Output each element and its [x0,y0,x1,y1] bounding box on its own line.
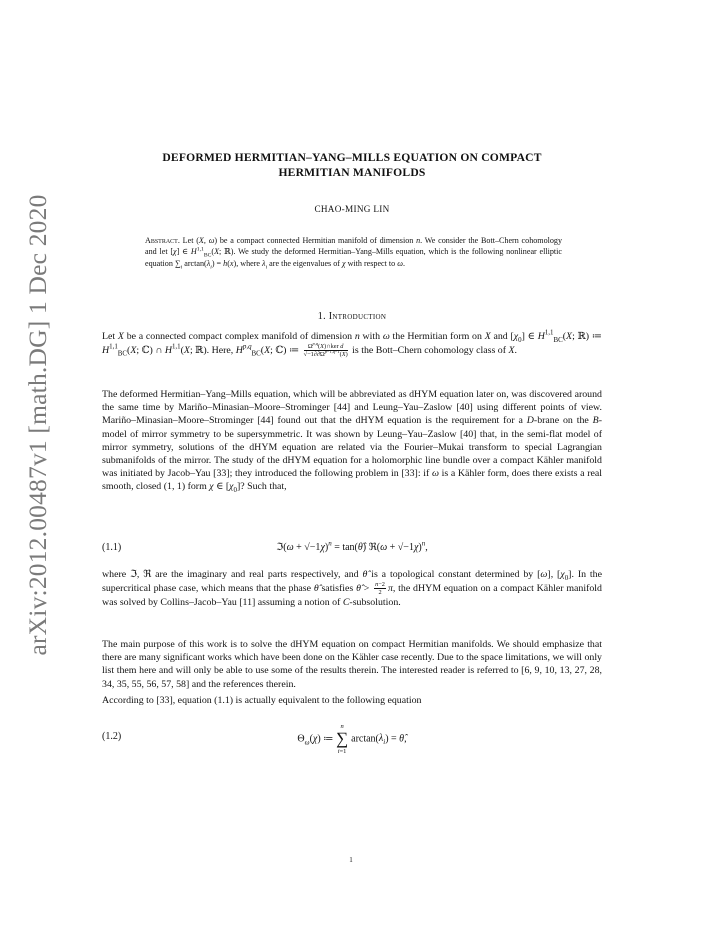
equation-1-2-body: $\Theta_\omega(\chi)$ ≔ n ∑ i=1 $\arctan(\lambda_i)$ = θ̂, [297,723,407,755]
section-title: Introduction [328,311,387,322]
intro-paragraph-1: Let X be a connected compact complex manifold of dimension n with ω the Hermitian form on X and $[\chi_0]$ ∈ H$^{1,1}_{BC}$(X; ℝ) ≔ H$^{1,1}_{BC}$(X; ℂ) ∩ H$^{1,1}$(X; ℝ). Here, H$^{p,q}_{BC}$(X; ℂ) ≔ $\frac{\Omega^{p,q}(X)\cap ker d}{√-1\partial\partial̄\Omega^{p-1,q-1}(X)}$ is the Bott–Chern cohomology class of X. [102,329,602,359]
equation-1-1-number: (1.1) [102,542,122,553]
arxiv-identifier-text: arXiv:2012.00487v1 [math.DG] 1 Dec 2020 [23,194,52,656]
intro-paragraph-5: According to [33], equation (1.1) is actually equivalent to the following equation [102,695,422,706]
abstract: Abstract. Let (X, ω) be a compact connected Hermitian manifold of dimension n. We consider the Bott–Chern cohomology and let [χ] ∈ H$^{1,1}_{BC}$(X; ℝ). We study the deformed Hermitian–Yang–Mills equation, which is the following nonlinear elliptic equation $\sum_i$ $\arctan(\lambda_i) = h(x)$, where $\lambda_i$ are the eigenvalues of χ with respect to ω. [145,236,563,271]
equation-1-1 [102,539,602,558]
intro-paragraph-4: The main purpose of this work is to solve the dHYM equation on compact Hermitian manifolds. We should emphasize that there are many significant works which have been done on the Kähler case recently. Due to the space limitations, we will only list them here and will only be able to use some of the results therein. The interested reader is referred to [6, 9, 10, 13, 27, 28, 34, 35, 55, 56, 57, 58] and the references therein. [102,639,602,690]
section-number: 1. [317,311,326,322]
equation-1-2 [102,722,602,756]
paper-title-line-1: DEFORMED HERMITIAN–YANG–MILLS EQUATION ON COMPACT [162,151,542,164]
paper-author: CHAO-MING LIN [314,204,390,214]
paper-title [102,150,602,180]
intro-paragraph-2: The deformed Hermitian–Yang–Mills equation, which will be abbreviated as dHYM equation later on, was discovered around the same time by Mariño–Minasian–Moore–Strominger [44] and Leung–Yau–Zaslow [40] using different points of view. Mariño–Minasian–Moore–Strominger [44] found out that the dHYM equation is the requirement for a D-brane on the B-model of mirror symmetry to be supersymmetric. It was shown by Leung–Yau–Zaslow [40] that, in the semi-flat model of mirror symmetry, solutions of the dHYM equation are related via the Fourier–Mukai transform to special Lagrangian submanifolds of the mirror. The study of the dHYM equation for a holomorphic line bundle over a compact Kähler manifold was initiated by Jacob–Yau [33]; they introduced the following problem in [33]: if ω is a Kähler form, does there exists a real smooth, closed (1, 1) form χ ∈ $[\chi_0]$? Such that, [102,389,602,495]
arxiv-identifier [18,194,58,656]
equation-1-1-body: ℑ(ω + √−1χ)$^n$ = tan(θ̂) ℜ(ω + √−1χ)$^n$, [276,539,428,553]
intro-paragraph-3: where ℑ, ℜ are the imaginary and real parts respectively, and θ̂ is a topological constant determined by [ω], $[\chi_0]$. In the supercritical phase case, which means that the phase θ̂ satisfies θ̂ > $\frac{n-2}{2}$ π, the dHYM equation on a compact Kähler manifold was solved by Collins–Jacob–Yau [11] assuming a notion of C-subsolution. [102,569,602,609]
abstract-label: Abstract. [145,236,180,245]
page-number: 1 [349,856,353,864]
equation-1-2-number: (1.2) [102,731,122,742]
paper-title-line-2: HERMITIAN MANIFOLDS [278,166,426,179]
section-heading [102,311,602,322]
